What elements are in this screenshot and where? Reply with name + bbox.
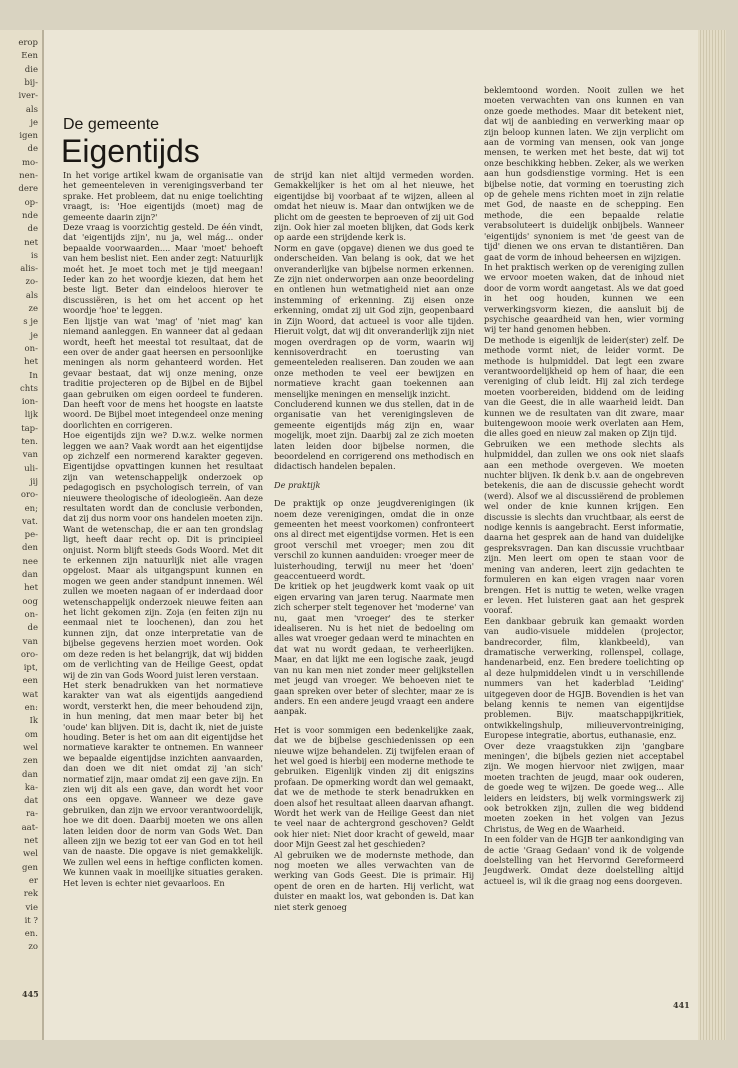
- paragraph: Gebruiken we een methode slechts als hulpmiddel, dan zullen we ons ook niet slaafs aan een methode overgeven. We moeten nuchter blijven. Ik denk b.v. aan de ongebreven betekenis, die aan de discussie gehecht wordt (werd). Alsof we al discussiërend de problemen wel onder de knie kunnen krijgen. Een discussie is slechts dan vruchtbaar, als eerst de nodige kennis is aangebracht. Eerst informatie, daarna het gesprek aan de hand van duidelijke gespreksvragen. Dan kan discussie vruchtbaar zijn. Men leert om open te staan voor de mening van anderen, leert zijn gedachten te formuleren en kan eigen vragen naar voren brengen. Het is nuttig te weten, welke vragen er leven. Het luisteren gaat aan het gesprek vooraf.: [484, 438, 684, 616]
- left-page-text-fragment: net: [24, 237, 38, 248]
- left-page-text-fragment: en.: [24, 929, 38, 940]
- left-page-text-fragment: het: [24, 583, 38, 594]
- paragraph: Norm en gave (opgave) dienen we dus goed te onderscheiden. Van belang is ook, dat we het onveranderlijke van bijbelse normen erkennen. Ze zijn niet onderworpen aan onze beoordeling en ontlenen hun wetmatigheid niet aan onze instemming of erkenning. Zij eisen onze erkenning, omdat zij uit God zijn, geopenbaard in Zijn Woord, dat actueel is voor alle tijden. Hieruit volgt, dat wij dit onveranderlijk zijn niet mogen overdragen op de vorm, waarin wij kennisoverdracht en toerusting van gemeenteleden realiseren. Dan zouden we aan onze methoden te veel eer bewijzen en normatieve kracht gaan toekennen aan menselijke meningen en menselijk inzicht.: [274, 242, 474, 399]
- left-page-text-fragment: wel: [22, 849, 38, 860]
- left-page-text-fragment: er: [28, 875, 38, 886]
- left-page-text-fragment: iver-: [18, 91, 38, 102]
- page-edge: [698, 30, 726, 1040]
- left-page-text-fragment: igen: [19, 131, 38, 142]
- left-page-text-fragment: erop: [18, 38, 38, 48]
- left-page-text-fragment: oro-: [20, 649, 38, 660]
- left-page-text-fragment: je: [30, 330, 38, 341]
- left-page-text-fragment: van: [22, 450, 38, 461]
- left-page-text-fragment: zo: [28, 942, 38, 953]
- left-page-text-fragment: it ?: [24, 915, 38, 926]
- paragraph: Het sterk benadrukken van het normatieve karakter van wat als eigentijds aangediend wordt, versterkt hen, die meer behoudend zijn, in hun mening, dat men maar beter bij het 'oude' kan blijven. Dit is, dacht ik, niet de juiste houding. Beter is het om aan dit eigentijdse het normatieve karakter te ontnemen. En wanneer we bepaalde eigentijdse inzichten aanvaarden, dan doen we dit niet omdat zij 'an sich' normatief zijn, maar omdat zij een gave zijn. En zien wij dit als een gave, dan wordt het voor ons een opgave. Wanneer we deze gave gebruiken, dan zijn we ervoor verantwoordelijk, hoe we dit doen. Daarbij moeten we ons allen laten leiden door de norm van Gods Wet. Dan alleen zijn we bezig tot eer van God en tot heil van de naaste. Die opgave is niet gemakkelijk. We zullen wel eens in heftige conflicten komen. We kunnen vaak in moeilijke situaties geraken. Het leven is echter niet gevaarloos. En: [63, 679, 264, 888]
- paragraph: In het praktisch werken op de vereniging zullen we ervoor moeten waken, dat de inhoud niet door de vorm wordt aangetast. Als we dat goed in het oog houden, kunnen we een verwerkingsvorm kiezen, die aansluit bij de psychische geaardheid van hen, wier vorming wij ter hand genomen hebben.: [484, 261, 684, 335]
- left-page-text-fragment: nee: [22, 556, 38, 567]
- paragraph: De praktijk op onze jeugdverenigingen (ik noem deze verenigingen, omdat die in onze gemeenten het meest voorkomen) confronteert ons al direct met eigentijdse vormen. Het is een groot verschil met vroeger; men zou dit verschil zo kunnen aanduiden: vroeger meer de luisterhouding, terwijl nu meer het 'doen' geaccentueerd wordt.: [274, 498, 474, 582]
- left-page-text-fragment: als: [25, 290, 38, 301]
- paragraph: Al gebruiken we de modernste methode, dan nog moeten we alles verwachten van de werking van Gods Geest. Die is primair. Hij opent de oren en de harten. Hij verlicht, wat duister en maakt los, wat gebonden is. Dat kan niet sterk genoeg: [274, 849, 474, 912]
- left-page-text-fragment: wat: [22, 689, 38, 700]
- left-page-text-fragment: ra-: [25, 809, 38, 820]
- left-page-text-fragment: lijk: [24, 410, 38, 421]
- left-page-text-fragment: on-: [24, 609, 38, 620]
- left-page-text-fragment: In: [29, 370, 38, 381]
- left-page-text-fragment: Een: [21, 51, 38, 62]
- left-page-text-fragment: jij: [30, 476, 38, 487]
- article-column-3: [484, 85, 684, 886]
- left-page-text-fragment: je: [30, 117, 38, 128]
- left-page-text-fragment: zen: [23, 756, 38, 767]
- left-page-text-fragment: de: [27, 224, 38, 235]
- left-page-text-fragment: chts: [19, 383, 38, 394]
- left-page-text-fragment: net: [24, 836, 38, 846]
- left-page-text-fragment: oro-: [20, 490, 38, 501]
- left-page-text-fragment: en;: [24, 503, 38, 514]
- left-page-text-fragment: rek: [23, 889, 38, 900]
- left-page-text-fragment: wel: [22, 742, 38, 753]
- article-column-2: [274, 170, 474, 1010]
- left-page-text-fragment: dere: [18, 184, 38, 195]
- paragraph: de strijd kan niet altijd vermeden worden. Gemakkelijker is het om al het nieuwe, het eigentijdse bij voorbaat af te wijzen, alleen al omdat het nieuw is. Maar dan ontwijken we de plicht om de geesten te beproeven of zij uit God zijn. Ook hier zal moeten blijken, dat Gods kerk op aarde een strijdende kerk is.: [274, 170, 474, 243]
- left-page-text-fragment: tap-: [21, 423, 38, 434]
- left-page-text-fragment: zo-: [25, 277, 38, 288]
- left-page-fragment: [0, 30, 44, 1040]
- left-page-text-fragment: vie: [25, 902, 38, 913]
- paragraph: In het vorige artikel kwam de organisatie van het gemeenteleven in verenigingsverband ter sprake. Het probleem, dat nu enige toelichting vraagt, is: 'Hoe eigentijds (moet) mag de gemeente daarin zijn?': [63, 170, 263, 222]
- left-page-text-fragment: van: [22, 636, 38, 647]
- left-page-text-fragment: bij-: [24, 77, 38, 88]
- left-page-text-fragment: alis-: [20, 264, 38, 275]
- left-page-text-fragment: nde: [22, 210, 38, 221]
- left-page-text-fragment: uli-: [24, 463, 38, 474]
- left-page-text-fragment: als: [25, 104, 38, 115]
- left-page-text-fragment: en:: [24, 703, 38, 713]
- left-page-text-fragment: vat.: [22, 516, 38, 527]
- left-page-text-fragment: het: [24, 357, 38, 368]
- paragraph: beklemtoond worden. Nooit zullen we het moeten verwachten van ons kunnen en van onze goede methodes. Maar dit betekent niet, dat wij de aanbieding en verwerking maar op zijn beloop kunnen laten. We zijn verplicht om aan de vorming van mensen, ook van jonge mensen, te werken met het beste, dat wij tot onze beschikking hebben. Zeker, als we werken aan hun godsdienstige vorming. Het is een bijbelse notie, dat vorming en toerusting zich op de gehele mens richten moet in zijn relatie met God, de naaste en de schepping. Een methode, die een bepaalde relatie verabsoluteert is duidelijk onbijbels. Wanneer 'eigentijds' synoniem is met 'de geest van de tijd' dienen we ons ervan te distantiëren. Dan gaat de vorm de inhoud beheersen en wijzigen.: [484, 85, 684, 262]
- left-page-text-fragment: on-: [24, 343, 38, 354]
- left-page-text-fragment: pe-: [24, 530, 38, 541]
- article-column-1: [63, 170, 263, 1010]
- left-page-text-fragment: ten.: [21, 437, 38, 447]
- left-page-text-fragment: dan: [22, 769, 38, 780]
- left-page-text-fragment: gen: [22, 862, 38, 873]
- paragraph: De kritiek op het jeugdwerk komt vaak op uit eigen ervaring van jaren terug. Naarmate men zich scherper stelt tegenover het 'moderne' van nu, gaat men 'vroeger' des te sterker idealiseren. Nu is het niet de bedoeling om alles wat vroeger gedaan werd te minachten en dat wat nu wordt gedaan, te verheerlijken. Maar, en dat lijkt me een logische zaak, jeugd van nu kan men niet zonder meer gelijkstellen met jeugd van vroeger. We behoeven niet te gaan spreken over beter of slechter, maar ze is anders. En een andere jeugd vraagt een andere aanpak.: [274, 581, 474, 717]
- left-page-text-fragment: nen-: [19, 171, 38, 181]
- left-page-text-fragment: op-: [24, 197, 38, 208]
- left-page-text-fragment: den: [22, 543, 38, 554]
- left-page-number: 445: [22, 989, 39, 999]
- left-page-text-fragment: de: [27, 144, 38, 155]
- paragraph: In een folder van de HGJB ter aankondiging van de actie 'Graag Gedaan' vond ik de volgende doelstelling van het Hervormd Gereformeerd Jeugdwerk. Omdat deze doelstelling altijd actueel is, wil ik die graag nog eens doorgeven.: [484, 834, 684, 886]
- section-heading: De praktijk: [274, 479, 321, 490]
- paragraph: Over deze vraagstukken zijn 'gangbare meningen', die bijbels gezien niet acceptabel zijn. We mogen hiervoor niet zwijgen, maar moeten trachten de jeugd, maar ook ouderen, de goede weg te wijzen. De goede weg... Alle leiders en leidsters, bij welk vormingswerk zij ook betrokken zijn, zullen die weg biddend moeten zoeken in het volgen van Jezus Christus, de Weg en de Waarheid.: [484, 740, 684, 834]
- left-page-text-fragment: ka-: [24, 782, 38, 793]
- left-page-text-fragment: aat-: [21, 822, 38, 833]
- left-page-text-fragment: s je: [23, 317, 38, 328]
- left-page-text-fragment: Ik: [29, 716, 38, 727]
- left-page-text-fragment: ipt,: [23, 663, 38, 674]
- article-kicker: De gemeente: [63, 116, 160, 133]
- paragraph: Hoe eigentijds zijn we? D.w.z. welke normen leggen we aan? Vaak wordt aan het eigentijdse op zichzelf een normerend karakter gegeven. Eigentijdse opvattingen kunnen het resultaat zijn van wetenschappelijk onderzoek op pedagogisch en psychologisch terrein, of van nieuwere theologische of ideologieën. Aan deze resultaten wordt dan de conclusie verbonden, dat zij dus norm voor ons handelen moeten zijn. Want de wetenschap, die er aan ten grondslag ligt, heeft daar recht op. Dit is principieel onjuist. Norm blijft steeds Gods Woord. Met dit te erkennen zijn natuurlijk niet alle vragen opgelost. Maar als uitgangspunt kunnen en mogen we geen ander standpunt innemen. Wél zullen we moeten nagaan of er inderdaad door wetenschappelijk onderzoek nieuwe feiten aan het licht gekomen zijn. Zoja (en feiten zijn nu eenmaal niet te loochenen), dan zou het kunnen zijn, dat onze interpretatie van de bijbelse gegevens herzien moet worden. Ook om deze reden is het belangrijk, dat wij bidden om de verlichting van de Heilige Geest, opdat wij de zin van Gods Woord juist leren verstaan.: [63, 430, 263, 680]
- paragraph: Een dankbaar gebruik kan gemaakt worden van audio-visuele middelen (projector, bandrecorder, film, klankbeeld), van dramatische verwerking, rollenspel, collage, handenarbeid, enz. Een bredere toelichting op al deze hulpmiddelen vindt u in verschillende nummers van het kaderblad 'Leiding' uitgegeven door de HGJB. Bovendien is het van belang kennis te nemen van eigentijdse problemen. Bijv. maatschappijkritiek, ontwikkelingshulp, milieuvervontreiniging, Europese integratie, abortus, euthanasie, enz.: [484, 615, 684, 741]
- left-page-text-fragment: ion-: [21, 397, 38, 408]
- left-page-text-fragment: mo-: [21, 157, 38, 168]
- article-title: Eigentijds: [61, 133, 200, 169]
- paragraph: Concluderend kunnen we dus stellen, dat in de organisatie van het verenigingsleven de gemeente eigentijds mág zijn en, waar mogelijk, moet zijn. Daarbij zal ze zich moeten laten leiden door bijbelse normen, die beoordelend en corrigerend ons methodisch en didactisch handelen bepalen.: [274, 398, 474, 472]
- left-page-text-fragment: oog: [22, 596, 38, 607]
- left-page-text-fragment: dan: [22, 570, 38, 580]
- paragraph: Deze vraag is voorzichtig gesteld. De één vindt, dat 'eigentijds zijn', nu ja, wel mág... onder bepaalde voorwaarden.... Maar 'moet' behoeft van hem beslist niet. Een ander zegt: Natuurlijk moét het. Je moet toch met je tijd meegaan! Ieder kan zo het woordje kiezen, dat hem het beste ligt. Beter dan eindeloos hierover te discussiëren, is het om het accent op het woordje 'hoe' te leggen.: [63, 222, 263, 316]
- paragraph: Een lijstje van wat 'mag' of 'niet mag' kan niemand aanleggen. En wanneer dat al gedaan wordt, heeft het meestal tot resultaat, dat de een over de ander gaat heersen en persoonlijke meningen als norm gehanteerd worden. Het gevaar bestaat, dat wij onze mening, onze traditie projecteren op de Bijbel en de Bijbel gaan gebruiken om eigen oordeel te funderen. Dan heeft voor de mens het hoogste en laatste woord. De Bijbel moet integendeel onze mening doorlichten en corrigeren.: [63, 315, 263, 430]
- left-page-text-fragment: om: [24, 729, 38, 740]
- left-page-text-fragment: de: [27, 623, 38, 634]
- left-page-text-fragment: een: [22, 676, 38, 687]
- left-page-text-fragment: is: [30, 250, 38, 261]
- paragraph: De methode is eigenlijk de leider(ster) zelf. De methode vormt niet, de leider vormt. De methode is hulpmiddel. Dat legt een zware verantwoordelijkheid op hem of haar, die een vereniging of club leidt. Hij zal zich terdege moeten voorbereiden, biddend om de leiding van die Geest, die in alle waarheid leidt. Dan kunnen we de resultaten van dit zware, maar buitengewoon mooie werk overlaten aan Hem, die alles goed en nieuw zal maken op Zijn tijd.: [484, 334, 684, 439]
- left-page-text-fragment: die: [24, 64, 38, 75]
- left-page-text-fragment: dat: [24, 796, 38, 807]
- page-number: 441: [673, 1000, 690, 1010]
- paragraph: Het is voor sommigen een bedenkelijke zaak, dat we de bijbelse geschiedenissen op een nieuwe wijze behandelen. Zij twijfelen eraan of het wel goed is hierbij een moderne methode te gebruiken. Eigenlijk vinden zij dit enigszins profaan. De opmerking wordt dan wel gemaakt, dat we de methode te sterk benadrukken en doen alsof het resultaat alleen daarvan afhangt. Wordt het werk van de Heilige Geest dan niet te veel naar de achtergrond geschoven? Geldt ook hier niet: Niet door kracht of geweld, maar door Mijn Geest zal het geschieden?: [274, 724, 474, 850]
- left-page-text-fragment: ze: [28, 304, 38, 314]
